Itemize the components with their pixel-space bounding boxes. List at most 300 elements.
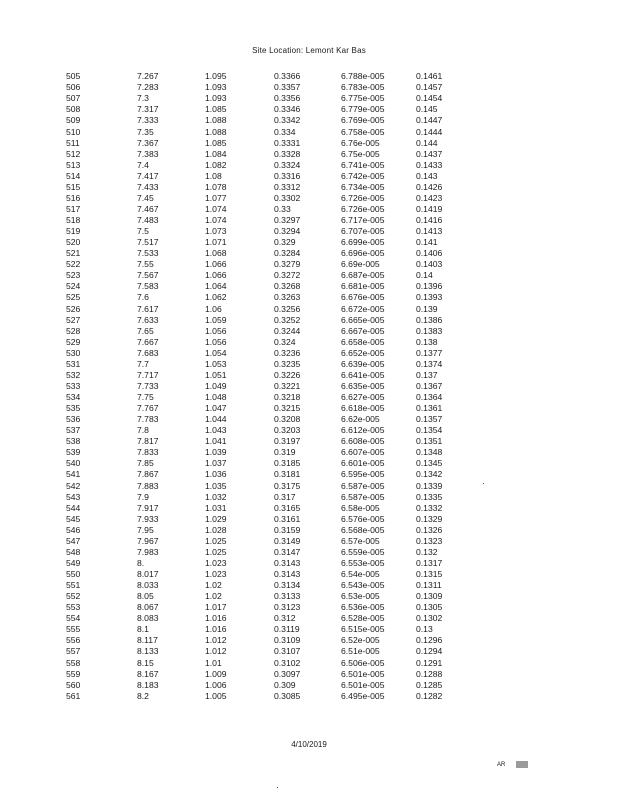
table-cell: 535	[66, 403, 81, 414]
table-row	[66, 115, 476, 126]
table-cell: 0.1433	[416, 159, 443, 170]
table-row	[66, 160, 476, 171]
table-cell: 7.6	[137, 292, 149, 303]
table-cell: 0.3185	[274, 458, 301, 469]
table-cell: 1.016	[205, 613, 227, 624]
table-cell: 0.3149	[274, 535, 301, 546]
table-cell: 536	[66, 414, 81, 425]
table-row	[66, 635, 476, 646]
table-cell: 0.3272	[274, 270, 301, 281]
table-cell: 0.3356	[274, 93, 301, 104]
table-row	[66, 469, 476, 480]
table-cell: 0.3181	[274, 469, 301, 480]
table-cell: 7.683	[137, 347, 159, 358]
table-cell: 0.1444	[416, 126, 443, 137]
table-cell: 1.074	[205, 203, 227, 214]
table-cell: 0.309	[274, 679, 296, 690]
table-cell: 6.742e-005	[341, 170, 385, 181]
table-cell: 6.568e-005	[341, 524, 385, 535]
table-cell: 1.035	[205, 480, 227, 491]
table-cell: 7.617	[137, 303, 159, 314]
table-cell: 542	[66, 480, 81, 491]
table-cell: 0.3203	[274, 425, 301, 436]
table-cell: 550	[66, 569, 81, 580]
table-cell: 509	[66, 115, 81, 126]
table-cell: 0.3123	[274, 602, 301, 613]
table-cell: 6.608e-005	[341, 436, 385, 447]
table-row	[66, 425, 476, 436]
table-cell: 0.3331	[274, 137, 301, 148]
table-cell: 0.1413	[416, 226, 443, 237]
table-cell: 0.3159	[274, 524, 301, 535]
table-cell: 7.95	[137, 524, 154, 535]
table-cell: 6.515e-005	[341, 624, 385, 635]
table-cell: 1.08	[205, 170, 222, 181]
table-cell: 7.75	[137, 392, 154, 403]
table-cell: 0.3134	[274, 580, 301, 591]
table-cell: 1.048	[205, 392, 227, 403]
table-cell: 0.329	[274, 237, 296, 248]
table-cell: 523	[66, 270, 81, 281]
table-cell: 1.029	[205, 513, 227, 524]
table-cell: 1.037	[205, 458, 227, 469]
table-cell: 552	[66, 591, 81, 602]
table-cell: 1.093	[205, 82, 227, 93]
table-cell: 7.267	[137, 71, 159, 82]
table-row	[66, 403, 476, 414]
table-cell: 0.3268	[274, 281, 301, 292]
table-cell: 8.067	[137, 602, 159, 613]
table-cell: 0.3133	[274, 591, 301, 602]
table-cell: 7.35	[137, 126, 154, 137]
table-row	[66, 281, 476, 292]
table-cell: 538	[66, 436, 81, 447]
table-cell: 0.3279	[274, 259, 301, 270]
table-cell: 0.1416	[416, 215, 443, 226]
table-cell: 7.45	[137, 192, 154, 203]
table-cell: 7.567	[137, 270, 159, 281]
table-cell: 6.635e-005	[341, 380, 385, 391]
table-cell: 0.1396	[416, 281, 443, 292]
table-cell: 7.8	[137, 425, 149, 436]
table-row	[66, 204, 476, 215]
table-cell: 8.183	[137, 679, 159, 690]
table-cell: 6.699e-005	[341, 237, 385, 248]
table-cell: 8.1	[137, 624, 149, 635]
table-cell: 6.69e-005	[341, 259, 380, 270]
table-cell: 1.023	[205, 557, 227, 568]
table-cell: 531	[66, 358, 81, 369]
table-cell: 0.3143	[274, 557, 301, 568]
table-cell: 1.025	[205, 535, 227, 546]
table-cell: 1.009	[205, 668, 227, 679]
table-cell: 0.1447	[416, 115, 443, 126]
table-cell: 1.012	[205, 646, 227, 657]
table-cell: 7.933	[137, 513, 159, 524]
table-row	[66, 569, 476, 580]
table-cell: 0.144	[416, 137, 438, 148]
table-cell: 8.05	[137, 591, 154, 602]
table-cell: 511	[66, 137, 80, 148]
table-cell: 6.587e-005	[341, 480, 385, 491]
table-cell: 0.1377	[416, 347, 443, 358]
table-row	[66, 691, 476, 702]
table-row	[66, 171, 476, 182]
table-row	[66, 248, 476, 259]
table-cell: 551	[66, 580, 81, 591]
table-cell: 6.553e-005	[341, 557, 385, 568]
table-cell: 0.3235	[274, 358, 301, 369]
table-cell: 0.3218	[274, 392, 301, 403]
table-row	[66, 414, 476, 425]
table-cell: 6.506e-005	[341, 657, 385, 668]
table-cell: 0.1454	[416, 93, 443, 104]
table-cell: 0.3294	[274, 226, 301, 237]
table-cell: 524	[66, 281, 81, 292]
table-cell: 559	[66, 668, 81, 679]
table-cell: 517	[66, 203, 81, 214]
table-cell: 7.9	[137, 491, 149, 502]
table-cell: 7.5	[137, 226, 149, 237]
table-cell: 0.132	[416, 546, 438, 557]
table-cell: 0.1357	[416, 414, 443, 425]
table-row	[66, 514, 476, 525]
table-cell: 0.1423	[416, 192, 443, 203]
table-cell: 520	[66, 237, 81, 248]
table-cell: 6.726e-005	[341, 192, 385, 203]
table-row	[66, 193, 476, 204]
table-cell: 0.3109	[274, 635, 301, 646]
table-cell: 6.779e-005	[341, 104, 385, 115]
table-cell: 547	[66, 535, 81, 546]
table-cell: 1.012	[205, 635, 227, 646]
table-cell: 6.62e-005	[341, 414, 380, 425]
table-cell: 1.041	[205, 436, 227, 447]
table-cell: 561	[66, 690, 81, 701]
table-cell: 6.52e-005	[341, 635, 380, 646]
table-cell: 6.559e-005	[341, 546, 385, 557]
table-cell: 0.3346	[274, 104, 301, 115]
table-cell: 1.016	[205, 624, 227, 635]
table-row	[66, 679, 476, 690]
table-cell: 527	[66, 314, 81, 325]
table-cell: 0.1305	[416, 602, 443, 613]
table-cell: 525	[66, 292, 81, 303]
table-cell: 7.383	[137, 148, 159, 159]
table-cell: 7.55	[137, 259, 154, 270]
table-cell: 1.088	[205, 126, 227, 137]
table-cell: 6.528e-005	[341, 613, 385, 624]
table-row	[66, 292, 476, 303]
table-cell: 6.76e-005	[341, 137, 380, 148]
table-cell: 1.051	[205, 369, 227, 380]
table-cell: 1.006	[205, 679, 227, 690]
table-cell: 0.3312	[274, 181, 301, 192]
table-row	[66, 325, 476, 336]
table-row	[66, 580, 476, 591]
table-cell: 6.641e-005	[341, 369, 385, 380]
table-row	[66, 558, 476, 569]
table-cell: 7.367	[137, 137, 159, 148]
table-row	[66, 381, 476, 392]
table-cell: 0.1461	[416, 71, 443, 82]
table-row	[66, 613, 476, 624]
table-cell: 7.817	[137, 436, 159, 447]
table-cell: 6.783e-005	[341, 82, 385, 93]
initials-stamp	[516, 761, 528, 768]
table-cell: 7.633	[137, 314, 159, 325]
table-cell: 6.501e-005	[341, 668, 385, 679]
table-cell: 0.143	[416, 170, 438, 181]
table-row	[66, 624, 476, 635]
scan-speck	[277, 787, 278, 788]
table-cell: 514	[66, 170, 81, 181]
table-cell: 8.	[137, 557, 145, 568]
table-cell: 560	[66, 679, 81, 690]
table-row	[66, 215, 476, 226]
table-cell: 1.031	[205, 502, 227, 513]
table-cell: 515	[66, 181, 81, 192]
table-cell: 1.039	[205, 447, 227, 458]
table-cell: 0.3244	[274, 325, 301, 336]
table-cell: 8.133	[137, 646, 159, 657]
table-cell: 0.1457	[416, 82, 443, 93]
table-row	[66, 491, 476, 502]
table-cell: 1.043	[205, 425, 227, 436]
table-cell: 0.312	[274, 613, 296, 624]
table-cell: 0.3147	[274, 546, 301, 557]
table-cell: 7.4	[137, 159, 149, 170]
table-cell: 1.078	[205, 181, 227, 192]
table-cell: 6.658e-005	[341, 336, 385, 347]
table-cell: 6.717e-005	[341, 215, 385, 226]
table-cell: 7.917	[137, 502, 159, 513]
table-cell: 6.681e-005	[341, 281, 385, 292]
table-cell: 7.483	[137, 215, 159, 226]
table-cell: 7.533	[137, 248, 159, 259]
table-cell: 1.036	[205, 469, 227, 480]
table-cell: 0.1383	[416, 325, 443, 336]
table-row	[66, 536, 476, 547]
table-row	[66, 270, 476, 281]
table-cell: 0.3165	[274, 502, 301, 513]
table-cell: 533	[66, 380, 81, 391]
table-cell: 543	[66, 491, 81, 502]
table-cell: 7.467	[137, 203, 159, 214]
table-cell: 0.1296	[416, 635, 443, 646]
table-cell: 8.117	[137, 635, 158, 646]
table-cell: 7.85	[137, 458, 154, 469]
table-cell: 1.025	[205, 546, 227, 557]
table-cell: 510	[66, 126, 81, 137]
table-cell: 8.167	[137, 668, 159, 679]
table-row	[66, 547, 476, 558]
table-cell: 0.3226	[274, 369, 301, 380]
table-row	[66, 126, 476, 137]
table-cell: 546	[66, 524, 81, 535]
table-row	[66, 93, 476, 104]
table-row	[66, 303, 476, 314]
table-cell: 1.032	[205, 491, 227, 502]
table-cell: 6.75e-005	[341, 148, 380, 159]
table-cell: 1.06	[205, 303, 222, 314]
table-cell: 530	[66, 347, 81, 358]
table-cell: 1.056	[205, 325, 227, 336]
table-cell: 539	[66, 447, 81, 458]
table-cell: 0.1329	[416, 513, 443, 524]
table-cell: 7.733	[137, 380, 159, 391]
initials: AR	[497, 762, 506, 768]
table-cell: 0.1354	[416, 425, 443, 436]
table-cell: 0.3119	[274, 624, 300, 635]
table-cell: 0.3316	[274, 170, 301, 181]
table-cell: 0.1339	[416, 480, 443, 491]
table-cell: 8.033	[137, 580, 159, 591]
table-cell: 528	[66, 325, 81, 336]
table-row	[66, 458, 476, 469]
table-cell: 6.672e-005	[341, 303, 385, 314]
table-cell: 0.137	[416, 369, 438, 380]
table-cell: 6.576e-005	[341, 513, 385, 524]
table-cell: 7.583	[137, 281, 159, 292]
table-body	[66, 71, 476, 702]
table-cell: 0.319	[274, 447, 296, 458]
table-cell: 0.3342	[274, 115, 301, 126]
table-cell: 7.717	[137, 369, 159, 380]
table-cell: 1.047	[205, 403, 227, 414]
table-row	[66, 370, 476, 381]
table-row	[66, 447, 476, 458]
table-cell: 6.687e-005	[341, 270, 385, 281]
table-cell: 6.618e-005	[341, 403, 385, 414]
table-cell: 0.1361	[416, 403, 443, 414]
table-cell: 0.1315	[416, 569, 443, 580]
table-cell: 0.13	[416, 624, 433, 635]
table-cell: 7.417	[137, 170, 159, 181]
table-cell: 553	[66, 602, 81, 613]
table-cell: 7.883	[137, 480, 159, 491]
table-cell: 1.059	[205, 314, 227, 325]
table-cell: 0.3107	[274, 646, 301, 657]
table-cell: 6.665e-005	[341, 314, 385, 325]
table-cell: 7.65	[137, 325, 154, 336]
table-cell: 0.3366	[274, 71, 301, 82]
table-cell: 1.005	[205, 690, 227, 701]
table-cell: 0.1323	[416, 535, 443, 546]
table-cell: 558	[66, 657, 81, 668]
table-row	[66, 148, 476, 159]
table-cell: 532	[66, 369, 81, 380]
table-cell: 0.3175	[274, 480, 301, 491]
table-cell: 1.082	[205, 159, 227, 170]
table-cell: 0.3328	[274, 148, 301, 159]
table-cell: 7.3	[137, 93, 149, 104]
table-row	[66, 137, 476, 148]
table-cell: 0.3197	[274, 436, 301, 447]
table-cell: 521	[66, 248, 81, 259]
table-cell: 0.1309	[416, 591, 443, 602]
table-row	[66, 182, 476, 193]
table-cell: 544	[66, 502, 81, 513]
table-cell: 0.1351	[416, 436, 443, 447]
table-cell: 0.3297	[274, 215, 301, 226]
table-cell: 0.1403	[416, 259, 443, 270]
table-cell: 6.543e-005	[341, 580, 385, 591]
table-cell: 1.01	[205, 657, 222, 668]
table-cell: 0.3221	[274, 380, 301, 391]
table-row	[66, 657, 476, 668]
table-cell: 1.02	[205, 580, 222, 591]
table-cell: 0.14	[416, 270, 433, 281]
table-cell: 6.788e-005	[341, 71, 385, 82]
table-row	[66, 392, 476, 403]
table-cell: 545	[66, 513, 81, 524]
table-cell: 0.139	[416, 303, 438, 314]
table-cell: 6.501e-005	[341, 679, 385, 690]
table-cell: 0.1317	[416, 557, 443, 568]
table-row	[66, 71, 476, 82]
table-cell: 6.57e-005	[341, 535, 380, 546]
table-cell: 0.3302	[274, 192, 301, 203]
table-cell: 6.726e-005	[341, 203, 385, 214]
table-cell: 0.3284	[274, 248, 301, 259]
table-cell: 1.095	[205, 71, 227, 82]
table-cell: 6.536e-005	[341, 602, 385, 613]
table-cell: 0.1291	[416, 657, 443, 668]
table-cell: 6.607e-005	[341, 447, 385, 458]
table-cell: 0.3324	[274, 159, 301, 170]
table-cell: 7.967	[137, 535, 159, 546]
table-cell: 0.1311	[416, 580, 442, 591]
table-cell: 1.049	[205, 380, 227, 391]
table-cell: 8.083	[137, 613, 159, 624]
table-cell: 0.3236	[274, 347, 301, 358]
table-cell: 0.141	[416, 237, 438, 248]
table-cell: 1.073	[205, 226, 227, 237]
table-row	[66, 646, 476, 657]
table-cell: 0.1294	[416, 646, 443, 657]
table-cell: 0.3256	[274, 303, 301, 314]
table-row	[66, 226, 476, 237]
table-cell: 556	[66, 635, 81, 646]
table-cell: 6.53e-005	[341, 591, 380, 602]
table-cell: 1.084	[205, 148, 227, 159]
table-cell: 0.33	[274, 203, 291, 214]
table-cell: 6.595e-005	[341, 469, 385, 480]
table-cell: 0.3102	[274, 657, 301, 668]
table-row	[66, 480, 476, 491]
table-cell: 1.02	[205, 591, 222, 602]
table-cell: 1.074	[205, 215, 227, 226]
table-cell: 0.1386	[416, 314, 443, 325]
table-cell: 8.017	[137, 569, 159, 580]
table-cell: 0.1342	[416, 469, 443, 480]
table-cell: 1.066	[205, 270, 227, 281]
table-cell: 0.1393	[416, 292, 443, 303]
table-cell: 6.676e-005	[341, 292, 385, 303]
table-cell: 0.3097	[274, 668, 301, 679]
table-cell: 0.138	[416, 336, 438, 347]
table-cell: 1.064	[205, 281, 227, 292]
data-table	[66, 71, 476, 702]
table-cell: 1.066	[205, 259, 227, 270]
table-cell: 6.667e-005	[341, 325, 385, 336]
table-cell: 6.601e-005	[341, 458, 385, 469]
table-cell: 1.028	[205, 524, 227, 535]
table-row	[66, 591, 476, 602]
table-cell: 1.054	[205, 347, 227, 358]
table-row	[66, 314, 476, 325]
